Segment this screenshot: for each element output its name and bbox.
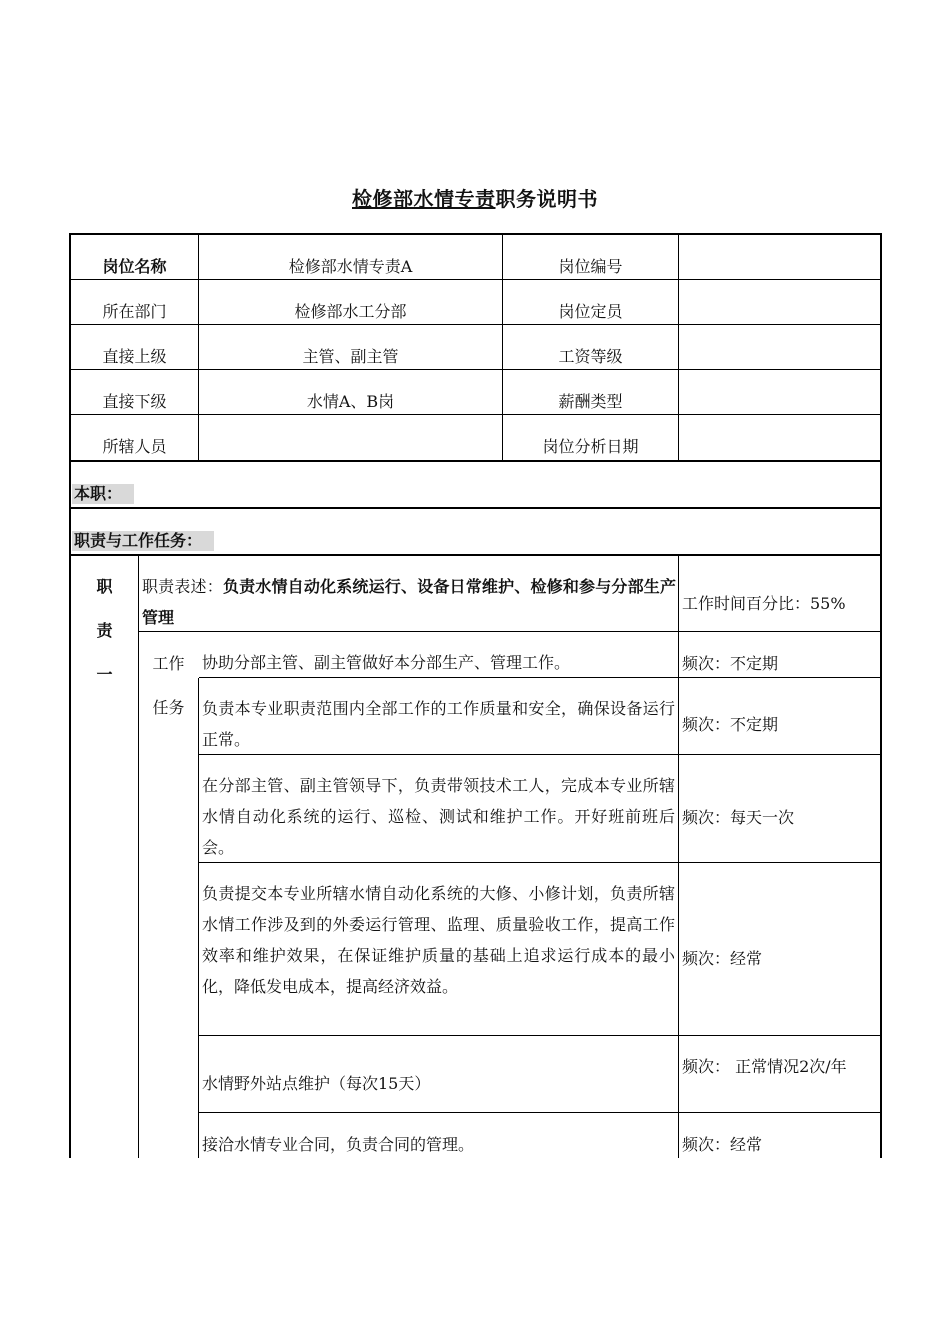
post-code-label: 岗位编号 (558, 257, 623, 276)
superior-value: 主管、副主管 (302, 347, 399, 366)
task-4-text: 负责提交本专业所辖水情自动化系统的大修、小修计划，负责所辖水情工作涉及到的外委运行管理、监理、质量验收工作，提高工作效率和维护效果，在保证维护质量的基础上追求运行成本的最小化，降低发电成本，提高经济效益。 (202, 884, 675, 996)
task-label-2: 任务 (152, 698, 185, 717)
duty-side-label-1: 职 (96, 577, 113, 596)
task-6-freq: 频次：经常 (682, 1135, 763, 1154)
task-2-freq: 频次：不定期 (682, 715, 779, 734)
duty-time-percentage: 工作时间百分比：55% (682, 594, 846, 613)
duty-h-t4 (199, 1035, 880, 1036)
task-4-freq: 频次：经常 (682, 949, 763, 968)
task-2-text: 负责本专业职责范围内全部工作的工作质量和安全，确保设备运行正常。 (202, 699, 675, 749)
duty-side-label-3: 一 (96, 665, 113, 684)
title-underlined: 检修部水情专责 (352, 187, 496, 211)
dept-value: 检修部水工分部 (294, 302, 407, 321)
task-5-text: 水情野外站点维护（每次15天） (202, 1074, 431, 1093)
duty-v-freq (678, 556, 679, 1158)
duty-side-label-2: 责 (96, 621, 113, 640)
task-1-freq: 频次：不定期 (682, 654, 779, 673)
task-3-freq: 频次：每天一次 (682, 808, 795, 827)
grid-h5 (71, 460, 880, 462)
border-left (69, 233, 71, 1158)
duty-description (142, 571, 676, 633)
grid-h7 (71, 554, 880, 556)
duty-desc-text: 负责水情自动化系统运行、设备日常维护、检修和参与分部生产管理 (142, 577, 676, 627)
grid-h6 (71, 507, 880, 509)
grid-v3 (678, 235, 679, 461)
duty-v-side (138, 556, 139, 1158)
section-duty-header: 本职： (72, 484, 134, 504)
grid-h2 (71, 324, 880, 325)
subordinate-label: 直接下级 (102, 392, 167, 411)
grid-h3 (71, 369, 880, 370)
quota-label: 岗位定员 (558, 302, 623, 321)
task-3-text: 在分部主管、副主管领导下，负责带领技术工人，完成本专业所辖水情自动化系统的运行、巡检、测试和维护工作。开好班前班后会。 (202, 776, 675, 857)
grid-h4 (71, 414, 880, 415)
pay-type-label: 薪酬类型 (558, 392, 623, 411)
task-label-1: 工作 (152, 654, 185, 673)
task-6-text: 接洽水情专业合同，负责合同的管理。 (202, 1135, 475, 1154)
dept-label: 所在部门 (102, 302, 167, 321)
staff-label: 所辖人员 (102, 437, 167, 456)
superior-label: 直接上级 (102, 347, 167, 366)
border-right (880, 233, 882, 1158)
post-name-value: 检修部水情专责A (288, 257, 413, 276)
analysis-date-label: 岗位分析日期 (542, 437, 639, 456)
section-tasks-header: 职责与工作任务： (72, 531, 214, 551)
grade-label: 工资等级 (558, 347, 623, 366)
duty-v-task (198, 678, 199, 1158)
post-name-label: 岗位名称 (102, 257, 167, 276)
duty-desc-prefix: 职责表述： (142, 577, 223, 596)
task-1-text: 协助分部主管、副主管做好本分部生产、管理工作。 (202, 653, 571, 672)
subordinate-value: 水情A、B岗 (306, 392, 395, 411)
duty-h-t5 (199, 1112, 880, 1113)
grid-h1 (71, 279, 880, 280)
border-top (69, 233, 882, 235)
title-rest: 职务说明书 (495, 187, 598, 211)
task-5-freq: 频次： 正常情况2次/年 (682, 1057, 847, 1076)
